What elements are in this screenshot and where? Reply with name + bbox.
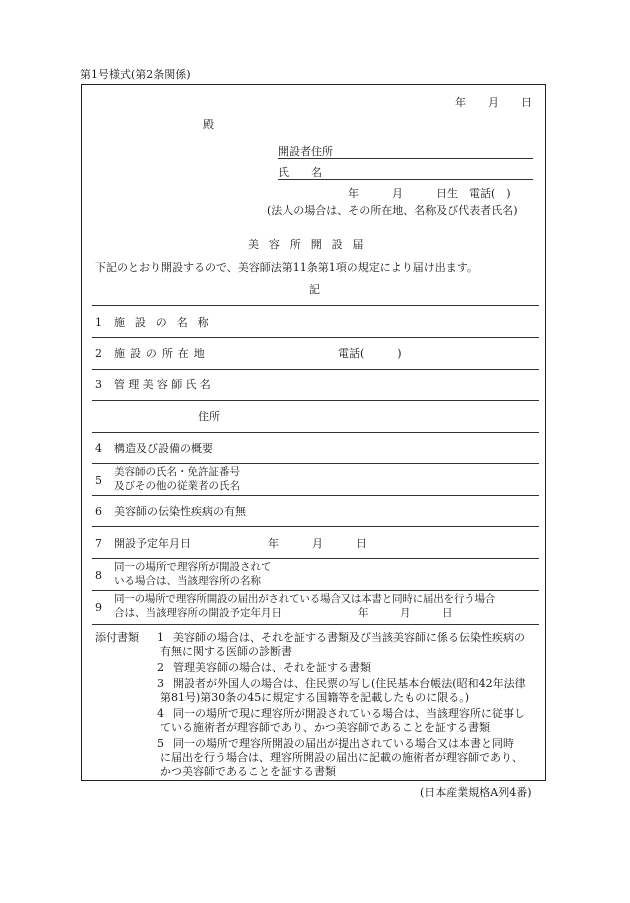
- row-5-label-line2: 及びその他の従業者の氏名: [114, 480, 240, 492]
- row-9-number: 9: [95, 601, 102, 614]
- table-line: [92, 463, 539, 464]
- row-9-label-line1: 同一の場所で理容所開設の届出がされている場合又は本書と同時に届出を行う場合: [114, 593, 496, 605]
- attachment-2-number: 2: [157, 661, 164, 674]
- row-1-number: 1: [95, 316, 102, 329]
- attachment-3-line1: 開設者が外国人の場合は、住民票の写し(住民基本台帳法(昭和42年法律: [173, 677, 526, 690]
- form-id: 第1号様式(第2条関係): [80, 68, 191, 81]
- attachment-5-number: 5: [157, 737, 164, 750]
- row-2-label: 施設の所在地: [114, 347, 210, 360]
- table-line: [92, 624, 539, 625]
- attachment-5-line2: に届出を行う場合は、理容所開設の届出に記載の施術者が理容師であり、: [160, 751, 523, 764]
- row-8-label-line1: 同一の場所で理容所が開設されて: [114, 561, 272, 573]
- table-line: [92, 432, 539, 433]
- attachment-1-number: 1: [157, 631, 164, 644]
- attachment-5-line3: かつ美容師であることを証する書類: [160, 765, 336, 778]
- row-8-number: 8: [95, 569, 102, 582]
- attachment-1-line1: 美容師の場合は、それを証する書類及び当該美容師に係る伝染性疾病の: [173, 631, 525, 644]
- form-title: 美容所開設届: [248, 238, 374, 251]
- row-9-date: 年 月 日: [358, 607, 453, 619]
- table-line: [92, 337, 539, 338]
- corporation-note: (法人の場合は、その所在地、名称及び代表者氏名): [267, 204, 518, 217]
- attachment-1-line2: 有無に関する医師の診断書: [160, 645, 292, 658]
- attachment-4-number: 4: [157, 707, 164, 720]
- attachment-4-line1: 同一の場所で現に理容所が開設されている場合は、当該理容所に従事し: [173, 707, 525, 720]
- attachment-2-line1: 管理美容師の場合は、それを証する書類: [173, 661, 371, 674]
- row-4-number: 4: [95, 442, 102, 455]
- row-3-address-label: 住所: [198, 410, 220, 423]
- table-line: [92, 400, 539, 401]
- addressee-suffix: 殿: [203, 118, 214, 131]
- birth-phone: 年 月 日生 電話( ): [348, 187, 511, 200]
- table-line: [92, 590, 539, 591]
- row-5-number: 5: [95, 474, 102, 487]
- applicant-address-label: 開設者住所: [278, 145, 333, 158]
- attachments-heading: 添付書類: [95, 631, 139, 644]
- row-6-label: 美容師の伝染性疾病の有無: [114, 505, 246, 518]
- table-line: [92, 558, 539, 559]
- row-2-phone: 電話( ): [338, 347, 402, 360]
- row-7-date: 年 月 日: [268, 537, 367, 550]
- submission-date: 年 月 日: [455, 96, 532, 109]
- row-7-label: 開設予定年月日: [114, 537, 191, 550]
- attachment-5-line1: 同一の場所で理容所開設の届出が提出されている場合又は本書と同時: [173, 737, 514, 750]
- applicant-name-line: [278, 179, 533, 180]
- row-8-label-line2: いる場合は、当該理容所の名称: [114, 575, 261, 587]
- paper-standard-note: (日本産業規格A列4番): [420, 786, 532, 799]
- table-line: [92, 495, 539, 496]
- applicant-address-line: [278, 158, 533, 159]
- applicant-name-label: 氏 名: [278, 166, 322, 179]
- row-9-label-line2: 合は、当該理容所の開設予定年月日: [114, 607, 282, 619]
- row-3-number: 3: [95, 378, 102, 391]
- row-5-label-line1: 美容師の氏名・免許証番号: [114, 466, 240, 478]
- table-line: [92, 305, 539, 306]
- row-2-number: 2: [95, 347, 102, 360]
- row-6-number: 6: [95, 505, 102, 518]
- attachment-3-line2: 第81号)第30条の45に規定する国籍等を記載したものに限る。): [160, 691, 470, 704]
- row-4-label: 構造及び設備の概要: [114, 442, 213, 455]
- table-line: [92, 369, 539, 370]
- row-1-label: 施設の名称: [114, 316, 219, 329]
- row-3-label: 管理美容師氏名: [114, 378, 215, 391]
- attachment-4-line2: ている施術者が理容師であり、かつ美容師であることを証する書類: [160, 721, 490, 734]
- intro-text: 下記のとおり開設するので、美容師法第11条第1項の規定により届け出ます。: [95, 261, 478, 274]
- table-line: [92, 526, 539, 527]
- row-7-number: 7: [95, 537, 102, 550]
- ki-label: 記: [309, 283, 320, 296]
- attachment-3-number: 3: [157, 677, 164, 690]
